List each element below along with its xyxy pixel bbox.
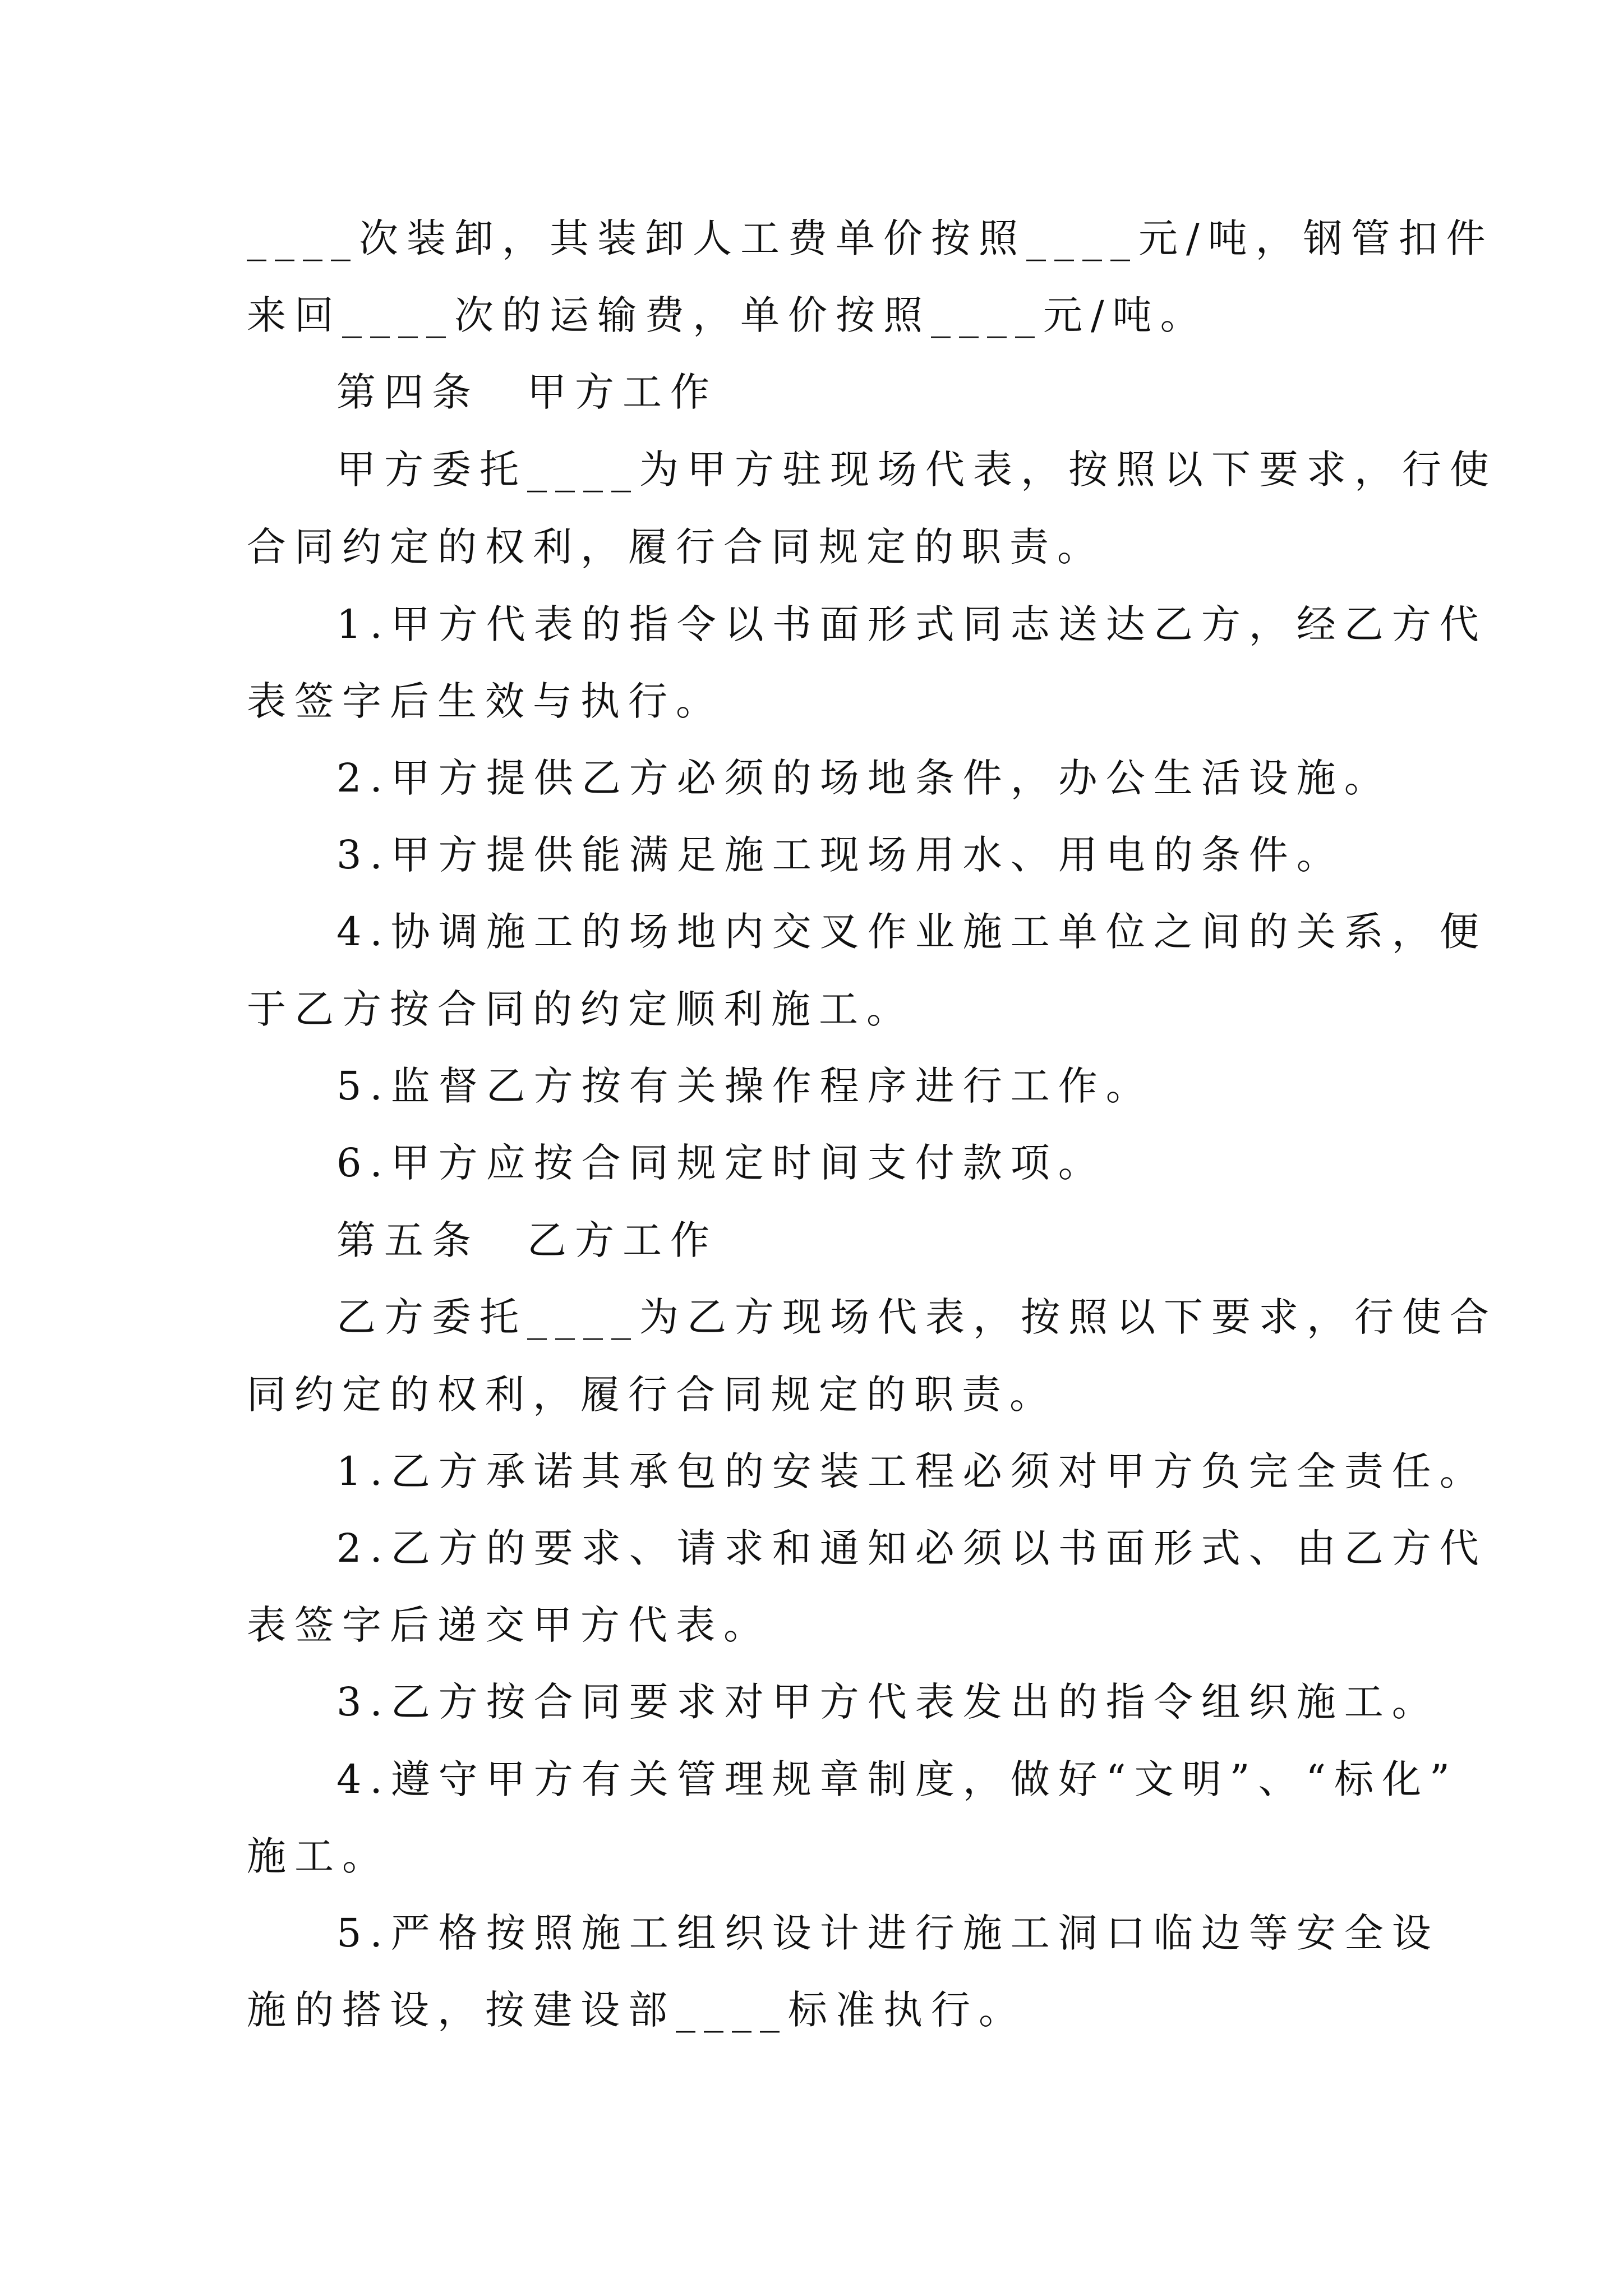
text-line: ____次装卸，其装卸人工费单价按照____元/吨，钢管扣件	[247, 215, 1494, 261]
text-line: 1.乙方承诺其承包的安装工程必须对甲方负完全责任。	[336, 1448, 1487, 1494]
text-line: 表签字后生效与执行。	[247, 678, 723, 724]
text-line: 甲方委托____为甲方驻现场代表，按照以下要求，行使	[336, 447, 1497, 493]
text-line: 3.乙方按合同要求对甲方代表发出的指令组织施工。	[336, 1679, 1440, 1725]
section-heading: 第五条 乙方工作	[336, 1217, 718, 1263]
text-line: 5.严格按照施工组织设计进行施工洞口临边等安全设	[336, 1910, 1440, 1956]
text-line: 于乙方按合同的约定顺利施工。	[247, 986, 914, 1032]
text-line: 4.协调施工的场地内交叉作业施工单位之间的关系，便	[336, 909, 1487, 955]
text-line: 4.遵守甲方有关管理规章制度，做好“文明”、“标化”	[336, 1756, 1458, 1802]
text-line: 施工。	[247, 1833, 390, 1879]
text-line: 5.监督乙方按有关操作程序进行工作。	[336, 1063, 1154, 1109]
text-line: 2.乙方的要求、请求和通知必须以书面形式、由乙方代	[336, 1525, 1487, 1571]
text-line: 同约定的权利，履行合同规定的职责。	[247, 1372, 1057, 1418]
text-line: 1.甲方代表的指令以书面形式同志送达乙方，经乙方代	[336, 601, 1487, 647]
text-line: 2.甲方提供乙方必须的场地条件，办公生活设施。	[336, 755, 1392, 801]
text-line: 6.甲方应按合同规定时间支付款项。	[336, 1140, 1106, 1186]
text-line: 合同约定的权利，履行合同规定的职责。	[247, 524, 1105, 570]
text-line: 3.甲方提供能满足施工现场用水、用电的条件。	[336, 832, 1344, 878]
text-line: 表签字后递交甲方代表。	[247, 1602, 771, 1648]
text-line: 来回____次的运输费，单价按照____元/吨。	[247, 292, 1208, 338]
text-line: 施的搭设，按建设部____标准执行。	[247, 1987, 1026, 2033]
section-heading: 第四条 甲方工作	[336, 369, 718, 415]
text-line: 乙方委托____为乙方现场代表，按照以下要求，行使合	[336, 1294, 1497, 1340]
